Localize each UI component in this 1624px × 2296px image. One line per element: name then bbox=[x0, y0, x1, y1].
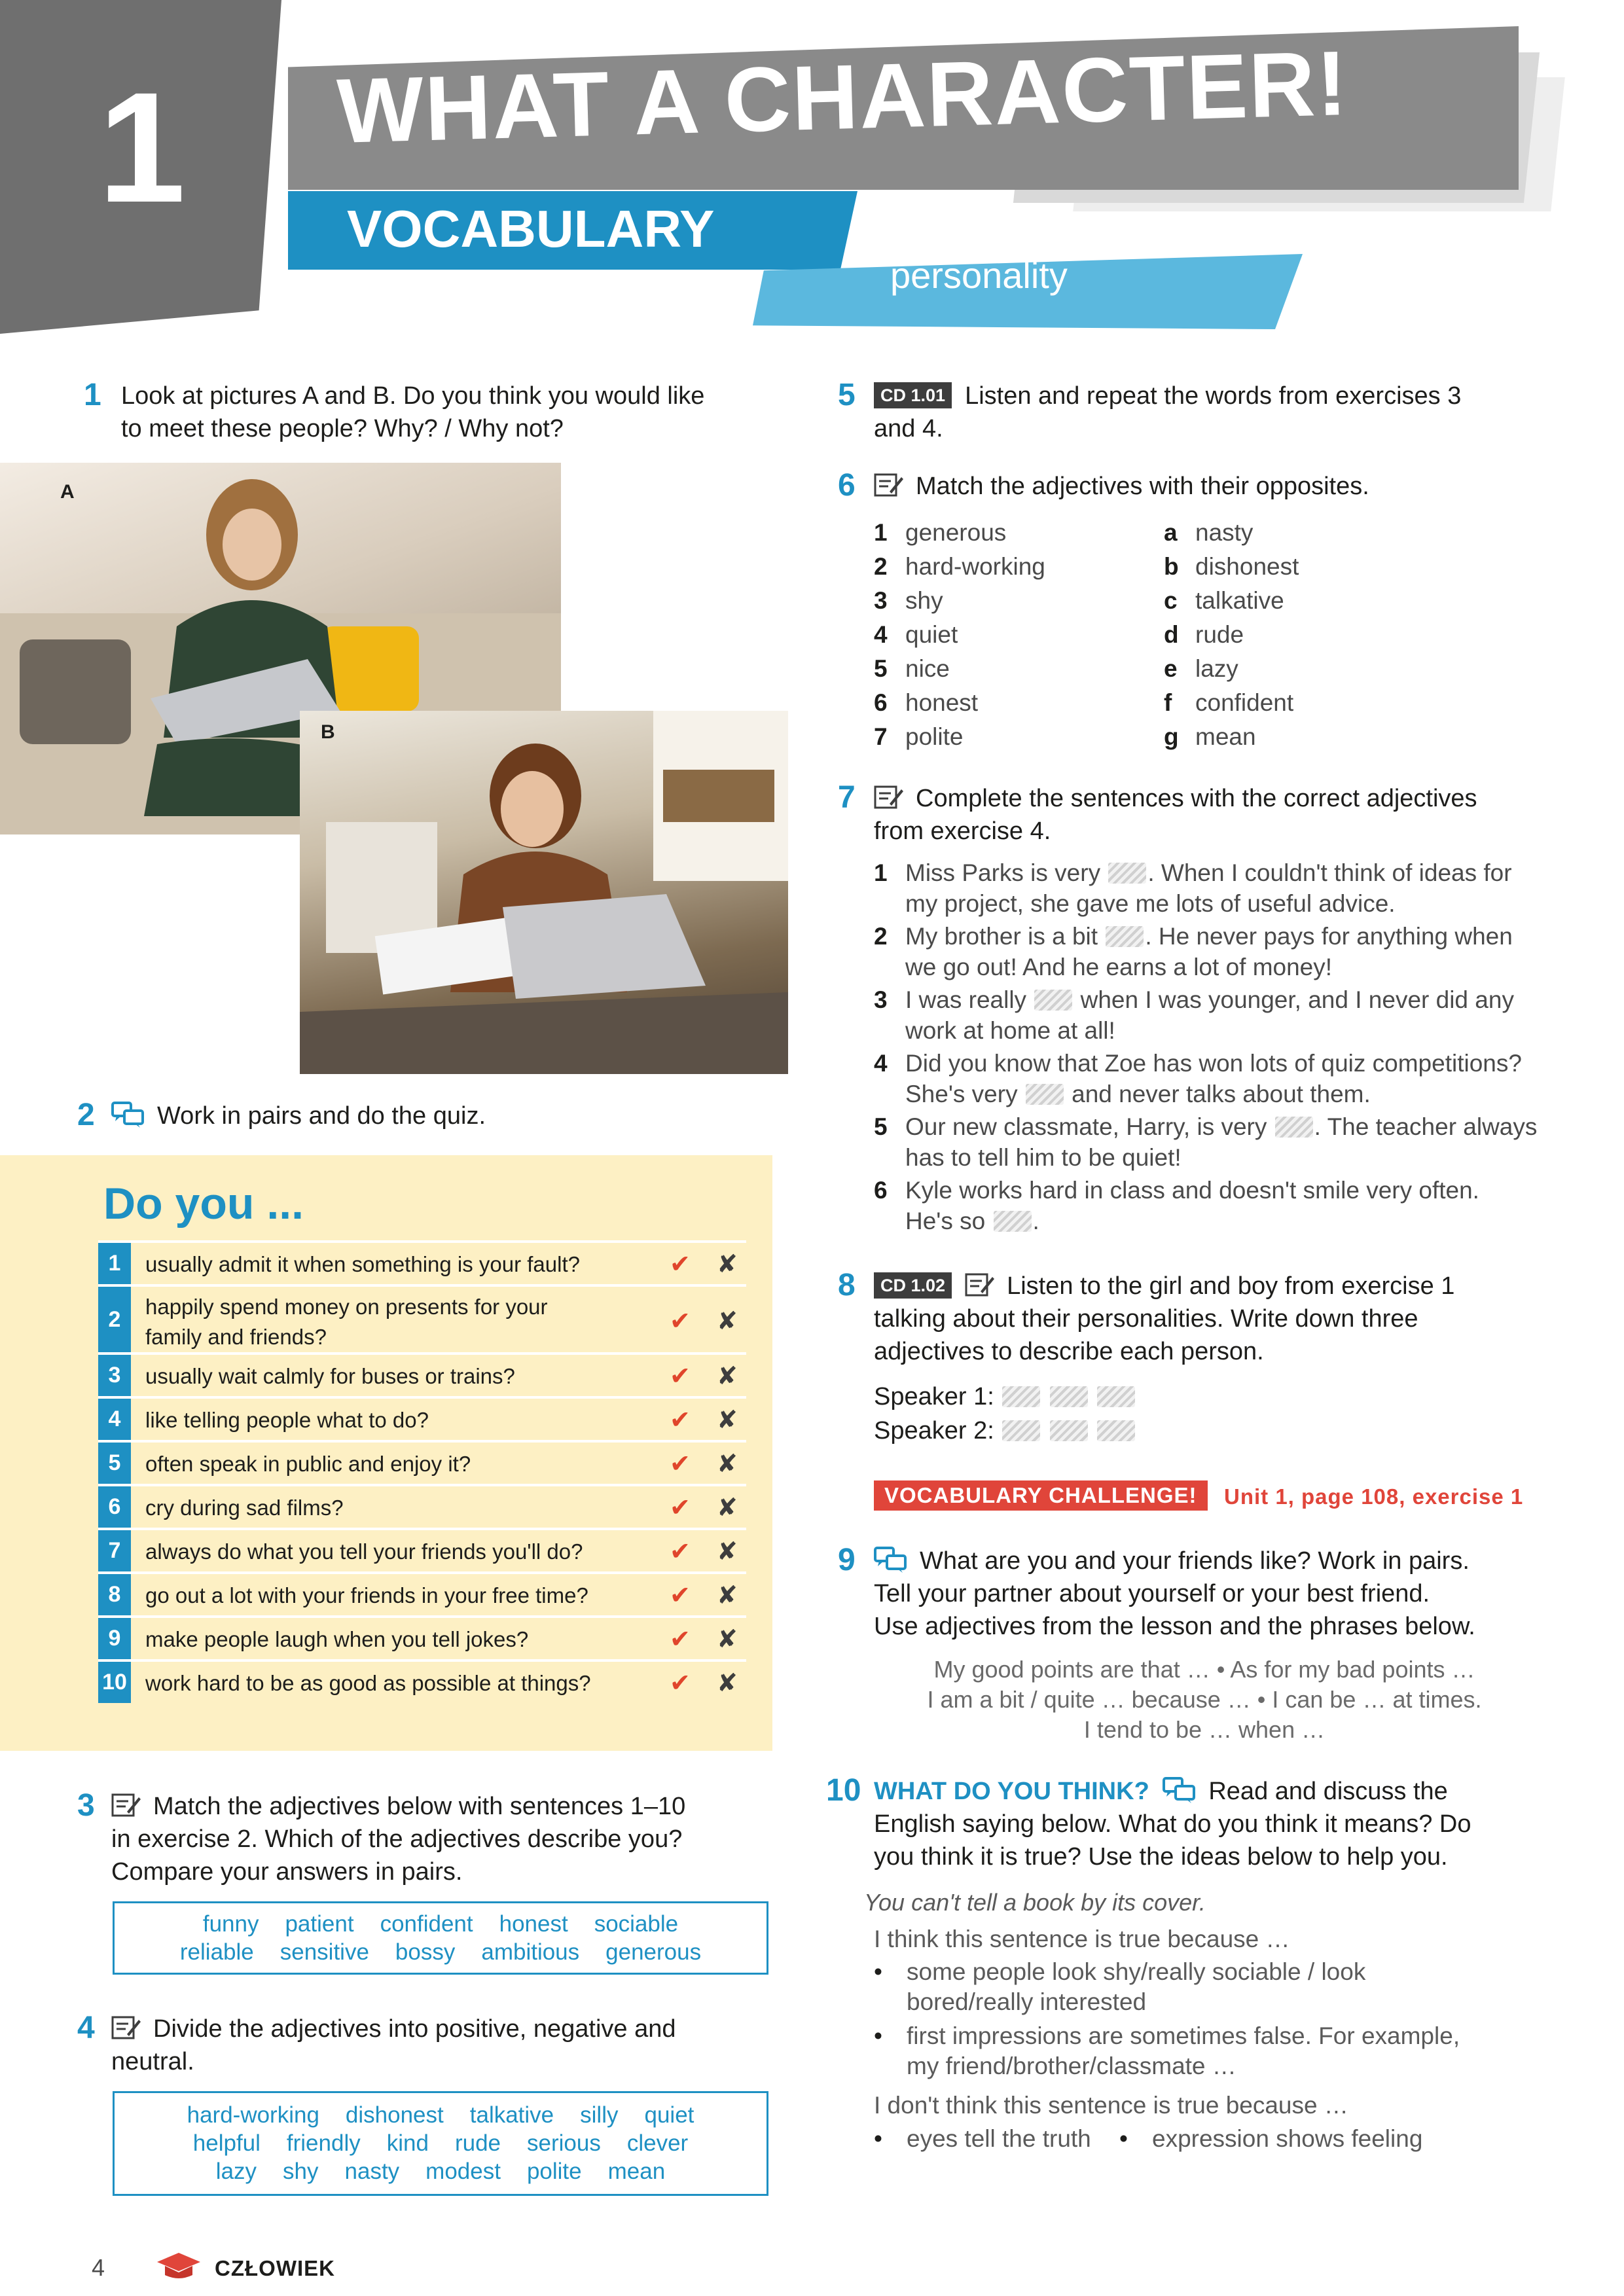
exercise-10-line: you think it is true? Use the ideas below to help you. bbox=[874, 1843, 1448, 1871]
idea-bullet: • expression shows feeling bbox=[1152, 2124, 1422, 2154]
exercise-7-instructions bbox=[874, 782, 1477, 848]
match-item-key: f bbox=[1164, 689, 1172, 716]
quiz-item-number: 9 bbox=[98, 1618, 131, 1659]
adjective-word: serious bbox=[527, 2130, 601, 2156]
exercise-8-line: adjectives to describe each person. bbox=[874, 1338, 1264, 1365]
adjective-word: rude bbox=[454, 2130, 501, 2156]
cross-icon[interactable]: ✘ bbox=[717, 1450, 738, 1478]
adjective-word: mean bbox=[607, 2159, 666, 2184]
exercise-9-line: What are you and your friends like? Work in pairs. bbox=[920, 1547, 1470, 1575]
tick-icon[interactable]: ✔ bbox=[670, 1626, 691, 1653]
match-item-word: dishonest bbox=[1195, 553, 1299, 580]
exercise-7-number: 7 bbox=[838, 780, 856, 815]
cross-icon[interactable]: ✘ bbox=[717, 1538, 738, 1566]
adjective-word: clever bbox=[626, 2130, 689, 2156]
writing-icon bbox=[874, 472, 904, 497]
adjective-word: dishonest bbox=[345, 2102, 444, 2128]
phrase-line: I tend to be … when … bbox=[1083, 1716, 1326, 1743]
quiz-question: cry during sad films? bbox=[145, 1496, 344, 1520]
adjective-word: quiet bbox=[644, 2102, 695, 2128]
match-item bbox=[874, 652, 1045, 686]
quiz-question: always do what you tell your friends you'll do? bbox=[145, 1539, 583, 1564]
pair-work-icon bbox=[111, 1102, 144, 1128]
match-item-word: mean bbox=[1195, 723, 1256, 750]
match-item-key: 5 bbox=[874, 655, 888, 682]
exercise-1-number: 1 bbox=[84, 378, 101, 412]
adjective-word: ambitious bbox=[481, 1939, 580, 1965]
tick-icon[interactable]: ✔ bbox=[670, 1363, 691, 1390]
adjective-word: confident bbox=[380, 1911, 473, 1937]
quiz-question: go out a lot with your friends in your free time? bbox=[145, 1583, 588, 1607]
exercise-1-instructions bbox=[121, 380, 704, 445]
quiz-row bbox=[98, 1240, 746, 1284]
word-row bbox=[115, 2101, 767, 2129]
adjective-word: hard-working bbox=[187, 2102, 319, 2128]
exercise-5-line: Listen and repeat the words from exercises 3 bbox=[965, 382, 1462, 410]
photo-b-label: B bbox=[321, 721, 335, 743]
quiz-item-number: 1 bbox=[98, 1243, 131, 1284]
match-item bbox=[874, 720, 1045, 754]
blank-field[interactable] bbox=[1034, 990, 1072, 1011]
chapter-number: 1 bbox=[98, 60, 186, 235]
adjective-word: nasty bbox=[344, 2159, 400, 2184]
cross-icon[interactable]: ✘ bbox=[717, 1308, 738, 1335]
quiz-item-number: 4 bbox=[98, 1399, 131, 1440]
match-item-key: 6 bbox=[874, 689, 888, 716]
photo-b-boy-studying bbox=[300, 711, 788, 1074]
match-item bbox=[874, 516, 1045, 550]
match-item-key: 3 bbox=[874, 587, 888, 614]
exercise-10-instructions bbox=[874, 1775, 1471, 1873]
quiz-row bbox=[98, 1571, 746, 1615]
quiz-row bbox=[98, 1484, 746, 1528]
exercise-4-word-box bbox=[113, 2091, 768, 2196]
blank-field[interactable] bbox=[1097, 1420, 1135, 1441]
exercise-3-line: in exercise 2. Which of the adjectives describe you? bbox=[111, 1825, 683, 1853]
match-item-key: b bbox=[1164, 553, 1179, 580]
exercise-2-instructions bbox=[111, 1100, 486, 1132]
adjective-word: generous bbox=[605, 1939, 702, 1965]
quiz-item-number: 5 bbox=[98, 1443, 131, 1484]
tick-icon[interactable]: ✔ bbox=[670, 1308, 691, 1335]
quiz-row bbox=[98, 1284, 746, 1352]
match-item-key: 7 bbox=[874, 723, 888, 750]
vocabulary-challenge-badge: VOCABULARY CHALLENGE! bbox=[874, 1480, 1208, 1511]
vocabulary-challenge-reference[interactable]: Unit 1, page 108, exercise 1 bbox=[1224, 1484, 1524, 1509]
blank-field[interactable] bbox=[1050, 1386, 1088, 1407]
exercise-7-line: Complete the sentences with the correct adjectives bbox=[916, 785, 1477, 812]
phrase-line: I am a bit / quite … because … • I can be … at times. bbox=[927, 1686, 1482, 1713]
true-intro: I think this sentence is true because … bbox=[874, 1926, 1290, 1952]
exercise-7-line: from exercise 4. bbox=[874, 817, 1051, 845]
exercise-3-line: Compare your answers in pairs. bbox=[111, 1858, 463, 1886]
writing-icon bbox=[874, 784, 904, 809]
quiz-row bbox=[98, 1528, 746, 1571]
exercise-8-line: talking about their personalities. Write down three bbox=[874, 1305, 1418, 1333]
exercise-3-number: 3 bbox=[77, 1788, 95, 1823]
chapter-title: WHAT A CHARACTER! bbox=[335, 31, 1350, 162]
false-intro: I don't think this sentence is true because … bbox=[874, 2092, 1348, 2119]
blank-field[interactable] bbox=[1050, 1420, 1088, 1441]
idea-bullet: • first impressions are sometimes false. For example, my friend/brother/classmate … bbox=[907, 2021, 1460, 2081]
exercise-1-line: to meet these people? Why? / Why not? bbox=[121, 415, 564, 442]
adjective-word: sociable bbox=[594, 1911, 679, 1937]
blank-field[interactable] bbox=[1002, 1420, 1040, 1441]
saying: You can't tell a book by its cover. bbox=[864, 1889, 1206, 1916]
cross-icon[interactable]: ✘ bbox=[717, 1582, 738, 1609]
exercise-6-number: 6 bbox=[838, 468, 856, 503]
blank-field[interactable] bbox=[1108, 863, 1146, 884]
match-item-word: talkative bbox=[1195, 587, 1284, 614]
exercise-2-number: 2 bbox=[77, 1098, 95, 1132]
tick-icon[interactable]: ✔ bbox=[670, 1670, 691, 1697]
exercise-10-line: Read and discuss the bbox=[1208, 1778, 1448, 1805]
sentence-5: 5 Our new classmate, Harry, is very . The teacher always has to tell him to be quiet! bbox=[874, 1113, 1538, 1171]
exercise-9-number: 9 bbox=[838, 1543, 856, 1577]
adjective-word: honest bbox=[499, 1911, 568, 1937]
pair-work-icon bbox=[1163, 1777, 1195, 1803]
blank-field[interactable] bbox=[1097, 1386, 1135, 1407]
exercise-9-line: Use adjectives from the lesson and the phrases below. bbox=[874, 1613, 1475, 1640]
graduation-cap-logo-icon bbox=[156, 2249, 202, 2282]
writing-icon bbox=[965, 1272, 995, 1297]
match-item bbox=[874, 618, 1045, 652]
photo-a-label: A bbox=[60, 481, 75, 503]
exercise-4-line: neutral. bbox=[111, 2048, 194, 2075]
blank-field[interactable] bbox=[1275, 1117, 1313, 1138]
blank-field[interactable] bbox=[1026, 1084, 1064, 1105]
adjective-word: patient bbox=[285, 1911, 354, 1937]
exercise-5-line: and 4. bbox=[874, 415, 943, 442]
match-item bbox=[1164, 720, 1299, 754]
adjective-word: kind bbox=[386, 2130, 429, 2156]
quiz-question: work hard to be as good as possible at things? bbox=[145, 1671, 591, 1695]
exercise-7-sentences bbox=[874, 857, 1542, 1236]
match-item bbox=[1164, 584, 1299, 618]
match-item-word: nice bbox=[905, 655, 950, 682]
match-item-word: rude bbox=[1195, 621, 1244, 648]
adjective-word: funny bbox=[202, 1911, 259, 1937]
idea-bullet: • some people look shy/really sociable / look bored/really interested bbox=[907, 1957, 1365, 2017]
quiz-row bbox=[98, 1659, 746, 1703]
match-item-key: c bbox=[1164, 587, 1178, 614]
exercise-9-phrases bbox=[910, 1655, 1499, 1745]
exercise-3-line: Match the adjectives below with sentences 1–10 bbox=[153, 1793, 686, 1820]
word-row bbox=[115, 2129, 767, 2157]
exercise-5-number: 5 bbox=[838, 378, 856, 412]
exercise-8-speakers bbox=[874, 1380, 1136, 1448]
blank-field[interactable] bbox=[994, 1211, 1032, 1232]
exercise-6-right-column bbox=[1164, 516, 1299, 754]
exercise-6-text: Match the adjectives with their opposites. bbox=[916, 473, 1369, 500]
exercise-4-instructions bbox=[111, 2013, 753, 2078]
section-title: VOCABULARY bbox=[347, 200, 715, 258]
exercise-8-number: 8 bbox=[838, 1268, 856, 1302]
sentence-2: 2 My brother is a bit . He never pays for anything when we go out! And he earns a lot of money! bbox=[874, 923, 1513, 980]
quiz-title: Do you ... bbox=[103, 1179, 304, 1229]
quiz-item-number: 7 bbox=[98, 1530, 131, 1571]
match-item-key: a bbox=[1164, 519, 1178, 546]
tick-icon[interactable]: ✔ bbox=[670, 1407, 691, 1434]
tick-icon[interactable]: ✔ bbox=[670, 1251, 691, 1278]
exercise-4-number: 4 bbox=[77, 2011, 95, 2045]
cross-icon[interactable]: ✘ bbox=[717, 1363, 738, 1390]
quiz-item-number: 6 bbox=[98, 1486, 131, 1528]
cd-track-badge[interactable]: CD 1.01 bbox=[874, 382, 952, 408]
match-item bbox=[874, 686, 1045, 720]
sentence-1: 1 Miss Parks is very . When I couldn't think of ideas for my project, she gave me lots of useful advice. bbox=[874, 859, 1512, 917]
adjective-word: shy bbox=[283, 2159, 319, 2184]
exercise-9-instructions bbox=[874, 1545, 1475, 1643]
match-item-key: 1 bbox=[874, 519, 888, 546]
quiz-row bbox=[98, 1615, 746, 1659]
tick-icon[interactable]: ✔ bbox=[670, 1494, 691, 1522]
sentence-4: 4 Did you know that Zoe has won lots of quiz competitions? She's very and never talks about them. bbox=[874, 1050, 1522, 1107]
topic-label: personality bbox=[890, 255, 1068, 296]
quiz-item-number: 3 bbox=[98, 1355, 131, 1396]
quiz-row bbox=[98, 1440, 746, 1484]
phrase-line: My good points are that … • As for my bad points … bbox=[933, 1656, 1475, 1683]
quiz-question: usually admit it when something is your fault? bbox=[145, 1252, 580, 1276]
match-item bbox=[1164, 652, 1299, 686]
idea-bullet: • eyes tell the truth bbox=[907, 2124, 1091, 2154]
adjective-word: bossy bbox=[395, 1939, 456, 1965]
quiz-row bbox=[98, 1396, 746, 1440]
adjective-word: reliable bbox=[179, 1939, 254, 1965]
exercise-6-instructions bbox=[874, 470, 1369, 503]
quiz-question: often speak in public and enjoy it? bbox=[145, 1452, 471, 1476]
adjective-word: helpful bbox=[192, 2130, 261, 2156]
exercise-9-line: Tell your partner about yourself or your best friend. bbox=[874, 1580, 1430, 1607]
speaker-2-label: Speaker 2: bbox=[874, 1417, 994, 1444]
match-item-word: lazy bbox=[1195, 655, 1238, 682]
publisher-brand: CZŁOWIEK bbox=[215, 2256, 335, 2280]
word-row bbox=[115, 1910, 767, 1938]
cross-icon[interactable]: ✘ bbox=[717, 1251, 738, 1278]
match-item-key: d bbox=[1164, 621, 1179, 648]
match-item bbox=[874, 550, 1045, 584]
quiz-item-number: 8 bbox=[98, 1574, 131, 1615]
exercise-10-line: English saying below. What do you think it means? Do bbox=[874, 1810, 1471, 1838]
quiz-question: happily spend money on presents for your family and friends? bbox=[145, 1295, 548, 1349]
photo-b-illustration bbox=[300, 711, 788, 1074]
pair-work-icon bbox=[874, 1547, 907, 1573]
tick-icon[interactable]: ✔ bbox=[670, 1538, 691, 1566]
cd-track-badge[interactable]: CD 1.02 bbox=[874, 1272, 952, 1299]
adjective-word: sensitive bbox=[280, 1939, 369, 1965]
match-item-word: confident bbox=[1195, 689, 1294, 716]
cross-icon[interactable]: ✘ bbox=[717, 1626, 738, 1653]
match-item-key: 4 bbox=[874, 621, 888, 648]
cross-icon[interactable]: ✘ bbox=[717, 1494, 738, 1522]
speaker-1-label: Speaker 1: bbox=[874, 1383, 994, 1410]
exercise-6-left-column bbox=[874, 516, 1045, 754]
match-item-key: 2 bbox=[874, 553, 888, 580]
cross-icon[interactable]: ✘ bbox=[717, 1407, 738, 1434]
tick-icon[interactable]: ✔ bbox=[670, 1450, 691, 1478]
word-row bbox=[115, 2157, 767, 2185]
adjective-word: polite bbox=[526, 2159, 582, 2184]
match-item bbox=[1164, 550, 1299, 584]
quiz-question: like telling people what to do? bbox=[145, 1408, 429, 1432]
match-item-word: quiet bbox=[905, 621, 958, 648]
adjective-word: lazy bbox=[215, 2159, 257, 2184]
quiz-item-number: 2 bbox=[98, 1287, 131, 1352]
match-item-word: honest bbox=[905, 689, 979, 716]
match-item bbox=[1164, 516, 1299, 550]
adjective-word: friendly bbox=[286, 2130, 361, 2156]
match-item-word: hard-working bbox=[905, 553, 1045, 580]
exercise-1-line: Look at pictures A and B. Do you think you would like bbox=[121, 382, 705, 410]
match-item-word: nasty bbox=[1195, 519, 1254, 546]
exercise-10-number: 10 bbox=[826, 1773, 861, 1808]
what-do-you-think-heading: WHAT DO YOU THINK? bbox=[874, 1778, 1149, 1805]
match-item bbox=[1164, 686, 1299, 720]
quiz-item-number: 10 bbox=[98, 1662, 131, 1703]
page-number: 4 bbox=[92, 2254, 105, 2281]
match-item-key: e bbox=[1164, 655, 1178, 682]
quiz-question: usually wait calmly for buses or trains? bbox=[145, 1364, 515, 1388]
exercise-8-line: Listen to the girl and boy from exercise 1 bbox=[1007, 1272, 1455, 1300]
adjective-word: silly bbox=[580, 2102, 619, 2128]
adjective-word: modest bbox=[425, 2159, 501, 2184]
match-item-key: g bbox=[1164, 723, 1179, 750]
quiz-row bbox=[98, 1352, 746, 1396]
blank-field[interactable] bbox=[1106, 926, 1144, 947]
exercise-4-line: Divide the adjectives into positive, negative and bbox=[153, 2015, 676, 2043]
match-item-word: polite bbox=[905, 723, 964, 750]
exercise-5-instructions bbox=[874, 380, 1461, 445]
writing-icon bbox=[111, 1792, 141, 1817]
sentence-6: 6 Kyle works hard in class and doesn't smile very often. He's so . bbox=[874, 1177, 1479, 1234]
exercise-8-instructions bbox=[874, 1270, 1454, 1368]
exercise-3-instructions bbox=[111, 1790, 753, 1888]
exercise-3-word-box bbox=[113, 1901, 768, 1975]
adjective-word: talkative bbox=[469, 2102, 554, 2128]
exercise-2-text: Work in pairs and do the quiz. bbox=[157, 1102, 486, 1130]
word-row bbox=[115, 1938, 767, 1966]
sentence-3: 3 I was really when I was younger, and I never did any work at home at all! bbox=[874, 986, 1514, 1044]
match-item-word: generous bbox=[905, 519, 1007, 546]
cross-icon[interactable]: ✘ bbox=[717, 1670, 738, 1697]
match-item bbox=[874, 584, 1045, 618]
match-item-word: shy bbox=[905, 587, 943, 614]
quiz-question: make people laugh when you tell jokes? bbox=[145, 1627, 529, 1651]
tick-icon[interactable]: ✔ bbox=[670, 1582, 691, 1609]
writing-icon bbox=[111, 2015, 141, 2039]
match-item bbox=[1164, 618, 1299, 652]
blank-field[interactable] bbox=[1002, 1386, 1040, 1407]
